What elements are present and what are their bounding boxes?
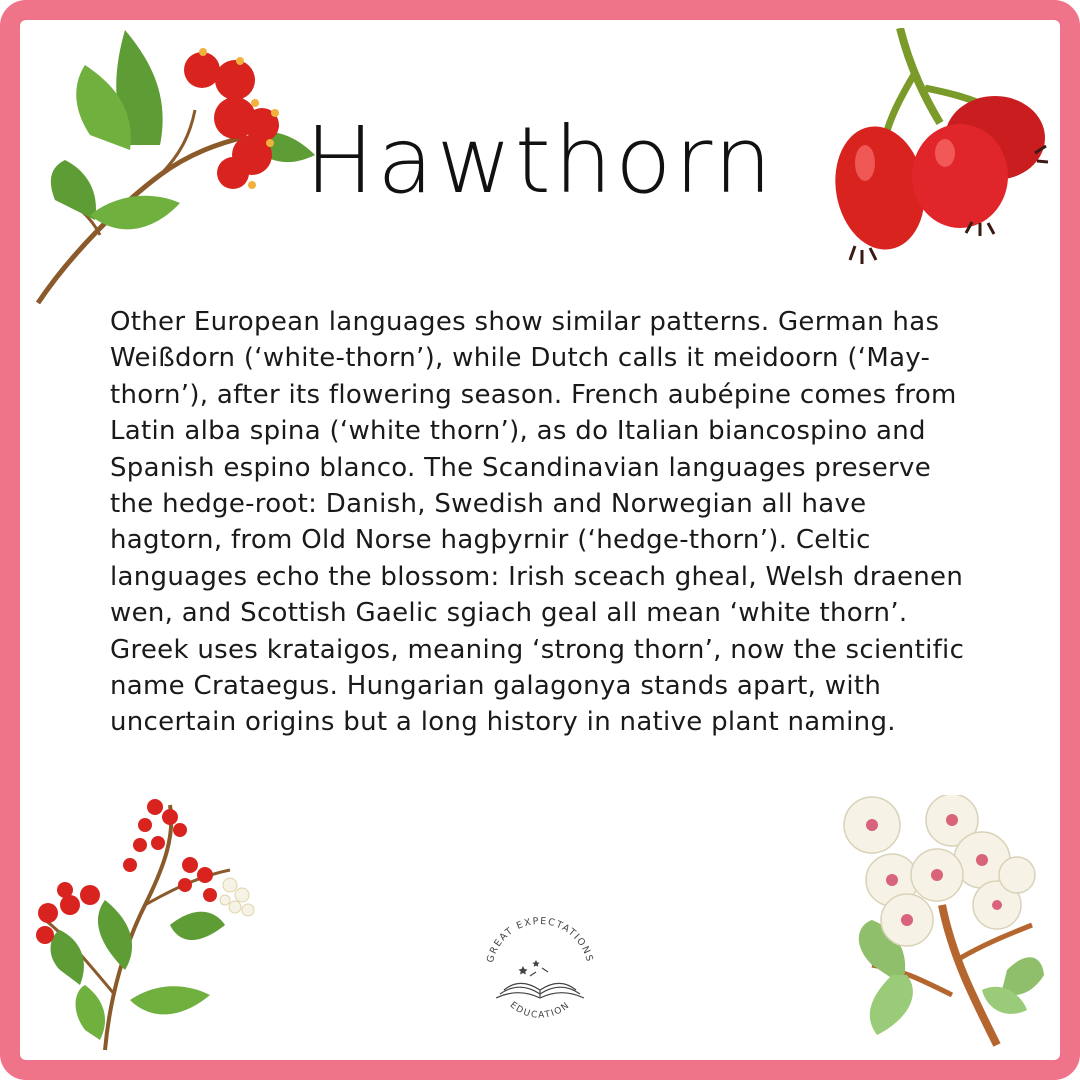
- body-line: wen, and Scottish Gaelic sgiach geal all mean ‘white thorn’.: [110, 598, 908, 629]
- body-line: uncertain origins but a long history in native plant naming.: [110, 707, 896, 738]
- body-line: Spanish espino blanco. The Scandinavian languages preserve: [110, 452, 932, 483]
- logo-top-text: GREAT EXPECTATIONS: [484, 915, 596, 964]
- body-line: Latin alba spina (‘white thorn’), as do Italian biancospino and: [110, 416, 926, 447]
- body-line: the hedge-root: Danish, Swedish and Norwegian all have: [110, 489, 867, 520]
- body-line: languages echo the blossom: Irish sceach gheal, Welsh draenen: [110, 561, 964, 592]
- page-title: Hawthorn: [305, 107, 775, 214]
- berry-sprig-illustration: [30, 795, 260, 1055]
- body-line: hagtorn, from Old Norse hagþyrnir (‘hedge-thorn’). Celtic: [110, 525, 871, 556]
- logo-bottom-text: EDUCATION: [507, 1000, 573, 1021]
- star-icon: [519, 960, 540, 975]
- open-book-icon: [496, 968, 584, 998]
- body-paragraph: [110, 304, 970, 741]
- great-expectations-education-logo: [478, 910, 602, 1034]
- body-line: Other European languages show similar patterns. German has: [110, 307, 940, 337]
- hawthorn-blossom-illustration: [832, 795, 1047, 1050]
- body-line: Greek uses krataigos, meaning ‘strong thorn’, now the scientific: [110, 634, 965, 665]
- body-line: name Crataegus. Hungarian galagonya stands apart, with: [110, 671, 882, 702]
- body-line: Weißdorn (‘white-thorn’), while Dutch calls it meidoorn (‘May-: [110, 343, 931, 374]
- body-line: thorn’), after its flowering season. French aubépine comes from: [110, 379, 957, 410]
